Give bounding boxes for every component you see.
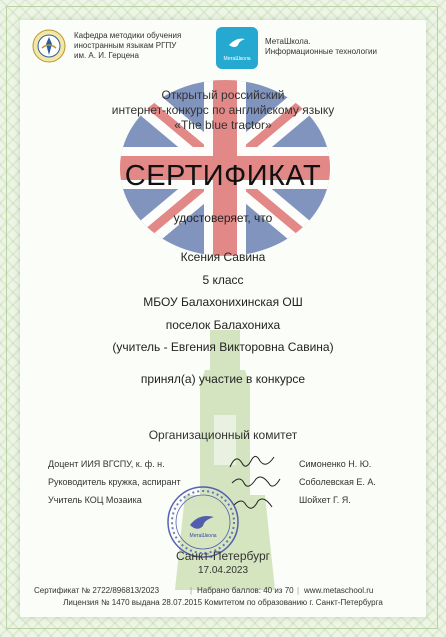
- footer-separator: |: [190, 586, 193, 595]
- metaschool-line: МетаШкола.: [265, 37, 311, 46]
- website-link[interactable]: www.metaschool.ru: [304, 586, 374, 595]
- recipient-block: [20, 246, 426, 359]
- certifies-text: удостоверяет, что: [173, 211, 273, 225]
- metaschool-logo: [216, 27, 258, 69]
- recipient-teacher: (учитель - Евгения Викторовна Савина): [112, 340, 334, 354]
- certificate-number: Сертификат № 2722/896813/2023: [34, 586, 160, 595]
- footer-separator: |: [297, 586, 300, 595]
- score-text: Набрано баллов: 40 из 70: [197, 586, 294, 595]
- metaschool-logo-label: МетаШкола: [223, 56, 251, 62]
- certificate-card: [20, 20, 426, 617]
- recipient-name: Ксения Савина: [180, 250, 266, 264]
- place-text: Санкт-Петербург: [175, 549, 271, 563]
- recipient-grade: 5 класс: [202, 272, 244, 287]
- committee-member-role: Доцент ИИЯ ВГСПУ, к. ф. н.: [48, 459, 165, 469]
- certificate-heading: СЕРТИФИКАТ: [124, 160, 322, 192]
- contest-title-line: интернет-конкурс по английскому языку: [111, 103, 335, 117]
- university-line: иностранным языкам РГПУ: [74, 41, 177, 50]
- university-line: Кафедра методики обучения: [74, 31, 182, 40]
- committee-member-name: Симоненко Н. Ю.: [299, 459, 372, 469]
- official-stamp: [166, 485, 240, 559]
- committee-member-role: Учитель КОЦ Мозаика: [48, 495, 142, 505]
- license-text: Лицензия № 1470 выдана 28.07.2015 Комитетом по образованию г. Санкт-Петербурга: [63, 598, 383, 607]
- participation-text: принял(а) участие в конкурсе: [140, 372, 306, 386]
- contest-title-line: «The blue tractor»: [174, 118, 272, 132]
- university-line: им. А. И. Герцена: [74, 51, 139, 60]
- dove-icon: [227, 33, 247, 53]
- university-name: [74, 31, 181, 61]
- metaschool-line: Информационные технологии: [265, 47, 377, 56]
- committee-member-name: Соболевская Е. А.: [299, 477, 376, 487]
- recipient-locality: поселок Балахониха: [165, 317, 281, 332]
- metaschool-name: [265, 37, 377, 57]
- committee-member-name: Шойхет Г. Я.: [299, 495, 351, 505]
- contest-title: [20, 88, 426, 133]
- herzen-university-emblem-icon: [32, 29, 66, 63]
- recipient-school: МБОУ Балахонихинская ОШ: [143, 295, 303, 309]
- stamp-label: МетаШкола: [189, 533, 217, 539]
- contest-title-line: Открытый российский: [161, 88, 285, 102]
- committee-title: Организационный комитет: [148, 428, 298, 442]
- committee-member-role: Руководитель кружка, аспирант: [48, 477, 181, 487]
- date-text: 17.04.2023: [197, 565, 249, 576]
